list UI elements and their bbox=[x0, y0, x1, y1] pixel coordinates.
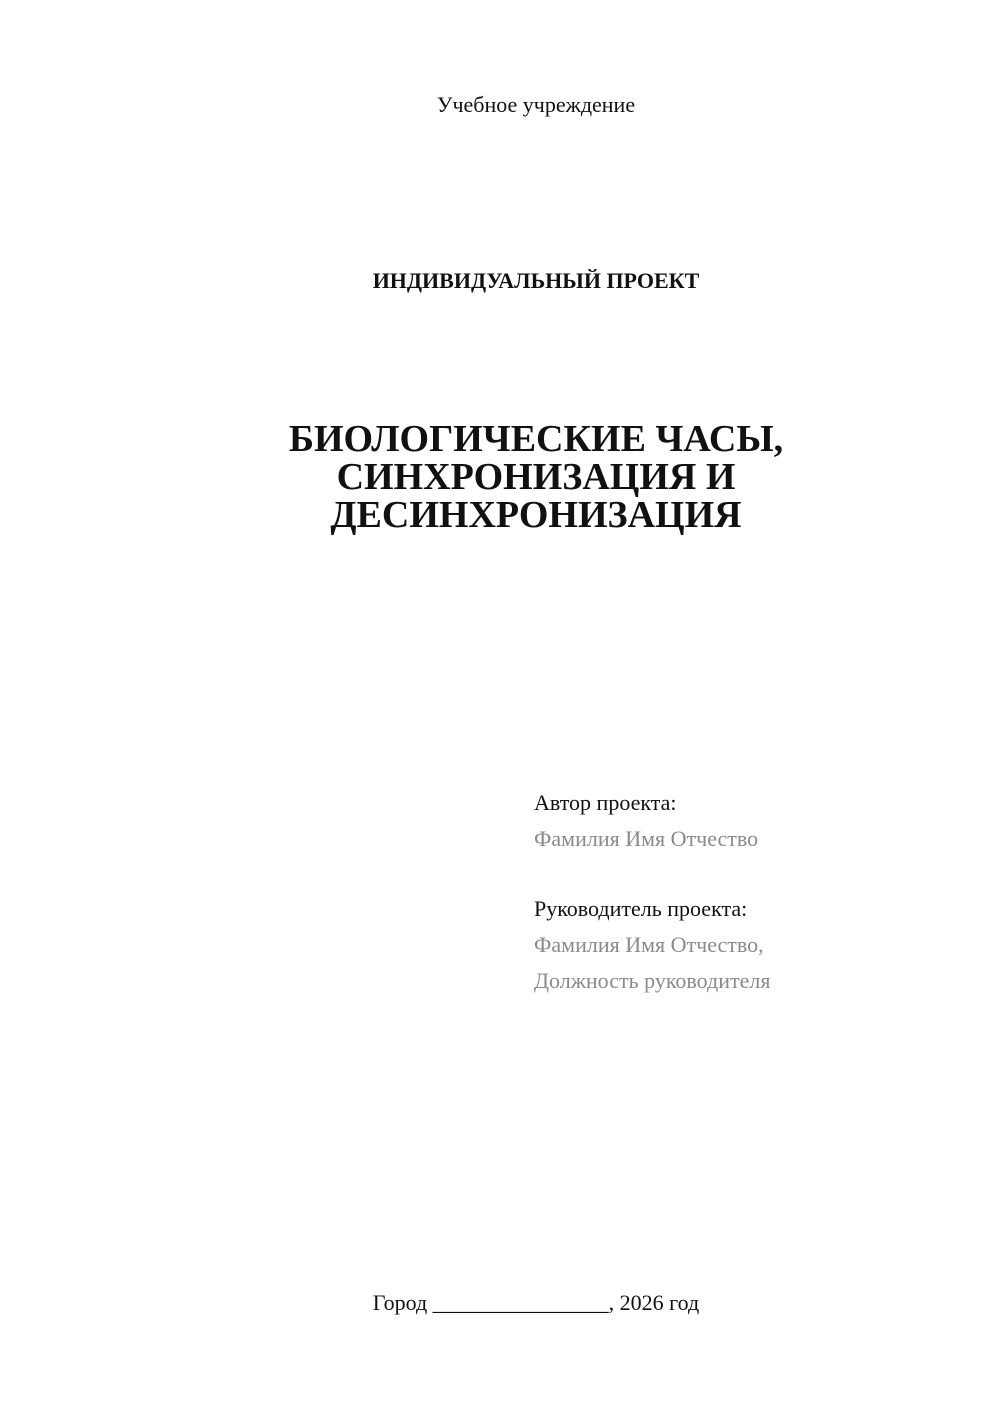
author-block bbox=[534, 785, 758, 857]
supervisor-block bbox=[534, 891, 770, 999]
title-line: ДЕСИНХРОНИЗАЦИЯ bbox=[330, 494, 742, 536]
document-title bbox=[0, 420, 1000, 534]
supervisor-name-placeholder: Фамилия Имя Отчество, bbox=[534, 932, 764, 957]
document-type-heading: ИНДИВИДУАЛЬНЫЙ ПРОЕКТ bbox=[372, 268, 700, 293]
title-line: СИНХРОНИЗАЦИЯ И bbox=[336, 456, 736, 498]
institution-name: Учебное учреждение bbox=[436, 92, 636, 117]
author-name-placeholder: Фамилия Имя Отчество bbox=[534, 826, 759, 851]
title-line: БИОЛОГИЧЕСКИЕ ЧАСЫ, bbox=[288, 418, 784, 460]
author-label: Автор проекта: bbox=[534, 790, 677, 815]
supervisor-label: Руководитель проекта: bbox=[534, 896, 748, 921]
supervisor-position-placeholder: Должность руководителя bbox=[534, 968, 771, 993]
city-year-line: Город ________________, 2026 год bbox=[372, 1290, 700, 1315]
